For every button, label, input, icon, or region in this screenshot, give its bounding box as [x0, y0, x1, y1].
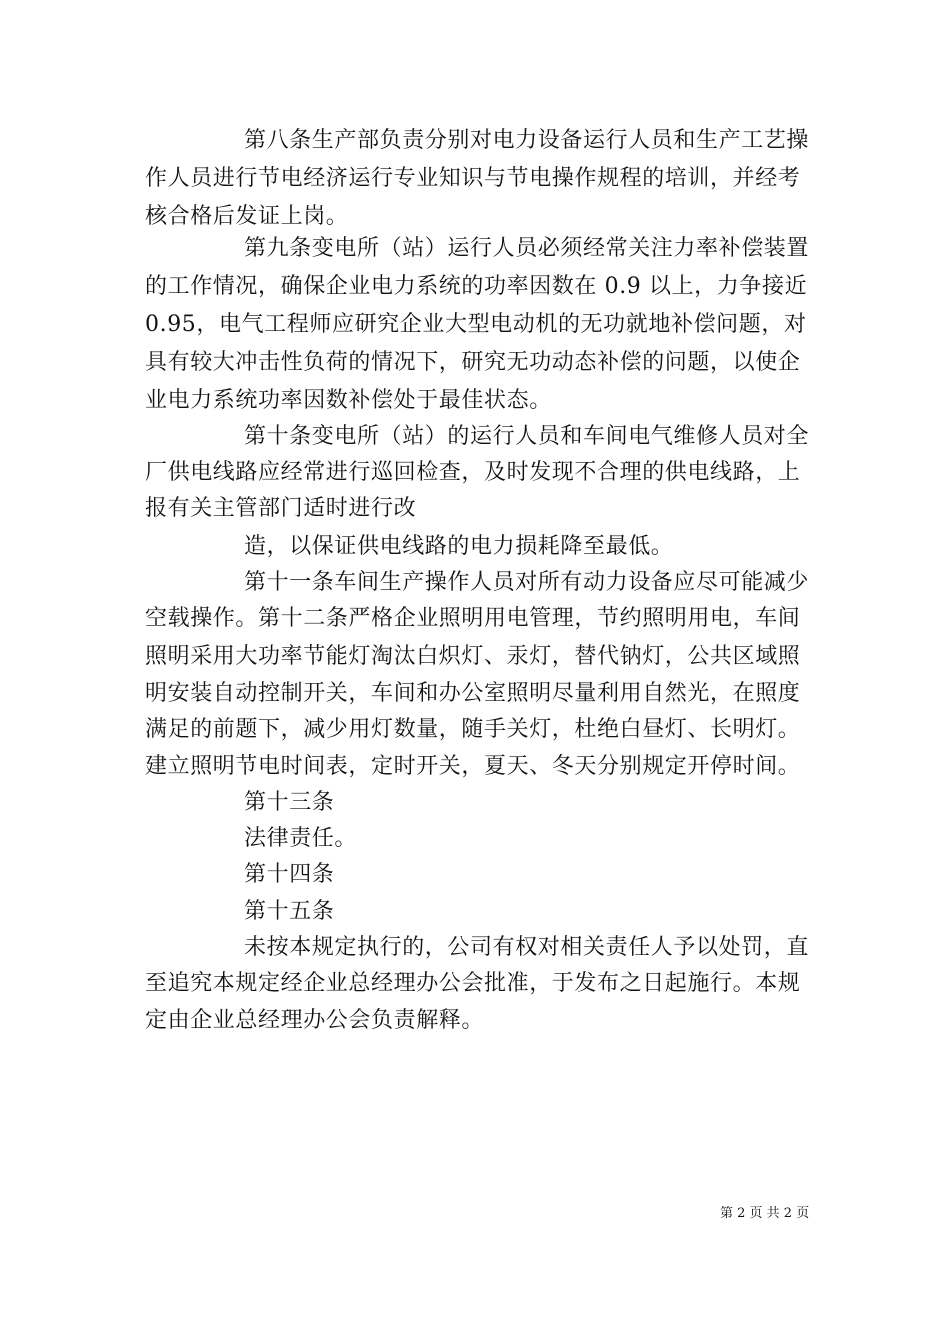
text-line: 明安装自动控制开关，车间和办公室照明尽量利用自然光，在照度	[145, 681, 801, 706]
text-line: 造，以保证供电线路的电力损耗降至最低。	[244, 534, 674, 559]
text-line: 定由企业总经理办公会负责解释。	[145, 1008, 485, 1033]
text-line: 第十条变电所（站）的运行人员和车间电气维修人员对全	[244, 424, 810, 449]
text-line: 具有较大冲击性负荷的情况下，研究无功动态补偿的问题，以使企	[145, 350, 801, 375]
text-line: 作人员进行节电经济运行专业知识与节电操作规程的培训，并经考	[145, 166, 801, 191]
text-line: 的工作情况，确保企业电力系统的功率因数在 0.9 以上，力争接近	[145, 274, 808, 299]
text-line: 0.95，电气工程师应研究企业大型电动机的无功就地补偿问题，对	[145, 312, 807, 337]
text-line: 建立照明节电时间表，定时开关，夏天、冬天分别规定开停时间。	[145, 754, 801, 779]
text-line: 至追究本规定经企业总经理办公会批准，于发布之日起施行。本规	[145, 971, 801, 996]
text-line: 第十三条	[244, 790, 335, 815]
text-line: 第十一条车间生产操作人员对所有动力设备应尽可能减少	[244, 570, 810, 595]
page-footer: 第 2 页 共 2 页	[720, 1206, 810, 1221]
text-line: 第十四条	[244, 862, 335, 887]
text-line: 第九条变电所（站）运行人员必须经常关注力率补偿装置	[244, 236, 810, 261]
text-line: 业电力系统功率因数补偿处于最佳状态。	[145, 388, 552, 413]
text-line: 厂供电线路应经常进行巡回检查，及时发现不合理的供电线路，上	[145, 460, 801, 485]
text-line: 法律责任。	[244, 826, 358, 851]
text-line: 第十五条	[244, 899, 335, 924]
text-line: 满足的前题下，减少用灯数量，随手关灯，杜绝白昼灯、长明灯。	[145, 717, 801, 742]
text-line: 核合格后发证上岗。	[145, 204, 349, 229]
text-line: 报有关主管部门适时进行改	[145, 496, 417, 521]
text-line: 照明采用大功率节能灯淘汰白炽灯、汞灯，替代钠灯，公共区域照	[145, 644, 801, 669]
text-line: 第八条生产部负责分别对电力设备运行人员和生产工艺操	[244, 128, 810, 153]
text-line: 空载操作。第十二条严格企业照明用电管理，节约照明用电，车间	[145, 606, 801, 631]
text-line: 未按本规定执行的，公司有权对相关责任人予以处罚，直	[244, 935, 810, 960]
